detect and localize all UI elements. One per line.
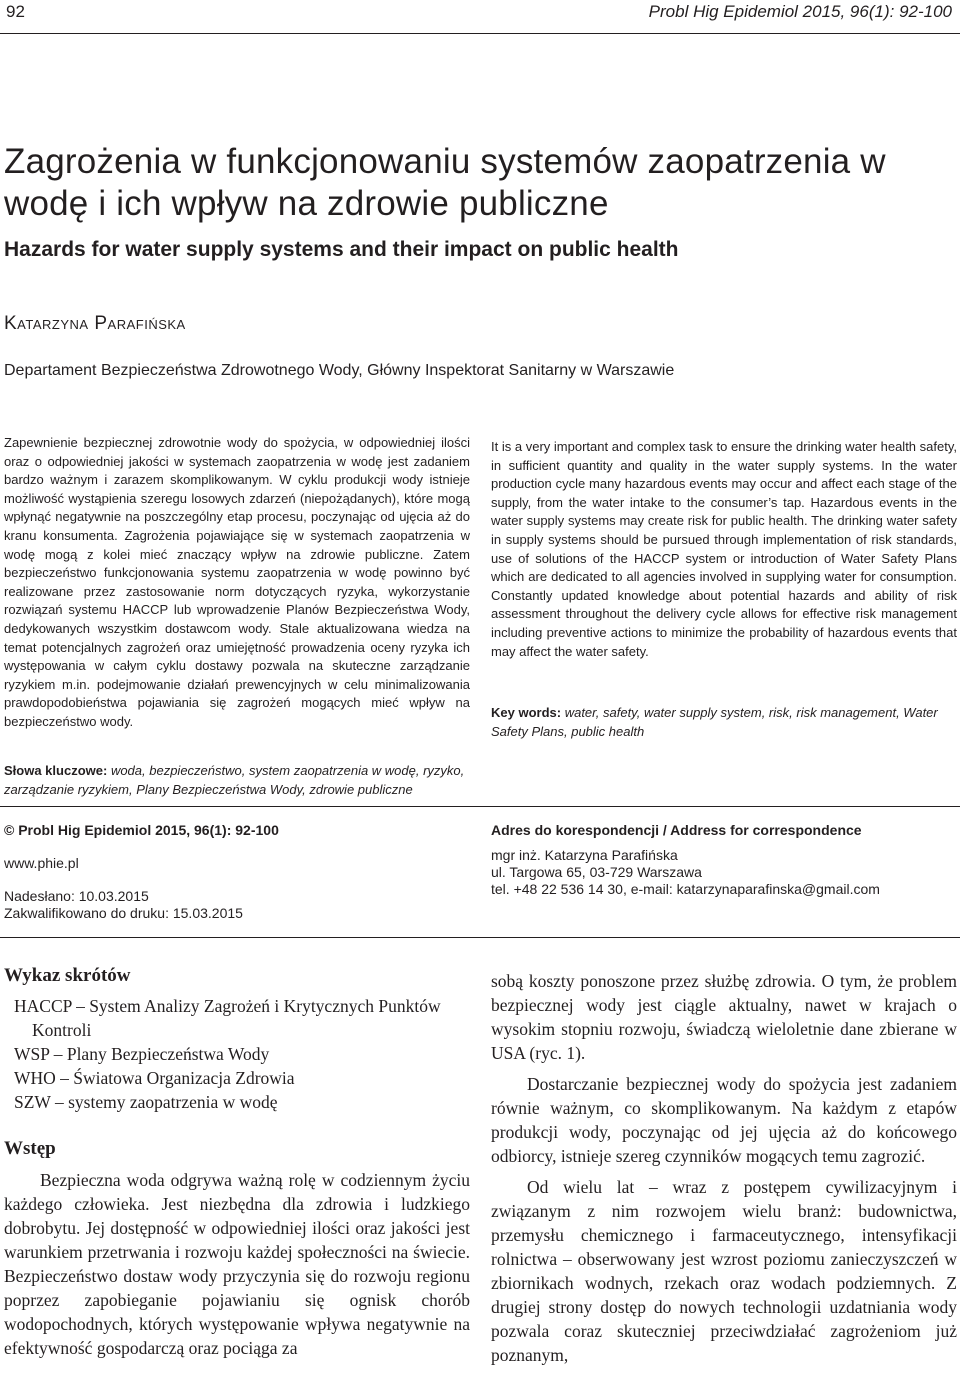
author-affiliation: Departament Bezpieczeństwa Zdrowotnego Wody, Główny Inspektorat Sanitarny w Warszawie: [4, 362, 675, 379]
keywords-english: [491, 704, 957, 741]
article-title-polish: Zagrożenia w funkcjonowaniu systemów zaopatrzenia w wodę i ich wpływ na zdrowie publiczne: [4, 142, 886, 223]
keywords-polish-text: woda, bezpieczeństwo, system zaopatrzenia w wodę, ryzyko, zarządzanie ryzykiem, Plany Bezpieczeństwa Wody, zdrowie publiczne: [4, 763, 465, 797]
introduction-heading: Wstęp: [4, 1138, 56, 1159]
abbreviation-item: HACCP – System Analizy Zagrożeń i Krytycznych Punktów Kontroli: [14, 996, 441, 1040]
abbreviation-item: WHO – Światowa Organizacja Zdrowia: [14, 1068, 295, 1088]
journal-reference: Probl Hig Epidemiol 2015, 96(1): 92-100: [648, 2, 952, 21]
journal-website-link[interactable]: www.phie.pl: [4, 855, 79, 871]
abbreviation-item: WSP – Plany Bezpieczeństwa Wody: [14, 1044, 270, 1064]
accepted-date: Zakwalifikowano do druku: 15.03.2015: [4, 905, 243, 921]
body-right-column: [491, 969, 957, 1367]
body-paragraph: Dostarczanie bezpiecznej wody do spożycia jest zadaniem równie ważnym, co skomplikowanym. Na każdym z etapów produkcji wody, poczynając od jej ujęcia aż do końcowego odbiorcy, istnieje szereg czynników mogących temu zagrozić.: [491, 1074, 957, 1166]
abstract-english: It is a very important and complex task to ensure the drinking water health safety, in sufficient quantity and quality in the water supply systems. In the water production cycle many hazardous events may occur and affect each stage of the supply, from the water intake to the consumer’s tap. Hazardous events in the water supply systems may create risk for public health. The drinking water safety in supply systems should be pursued through implementation of risk standards, use of solutions of the HACCP system or introduction of Water Safety Plans which are dedicated to all agencies involved in supplying water for consumption. Constantly updated knowledge about potential hazards and ability of risk assessment throughout the delivery cycle allows for effective risk management including preventive actions to minimize the probability of hazardous events that may affect the water safety.: [491, 439, 957, 659]
article-title-english: Hazards for water supply systems and their impact on public health: [4, 238, 679, 261]
author-name-text: Katarzyna Parafińska: [4, 313, 186, 334]
correspondence-street: ul. Targowa 65, 03-729 Warszawa: [491, 864, 702, 880]
body-paragraph: Od wielu lat – wraz z postępem cywilizacyjnym i związanym z nim rozwojem wielu branż: budownictwa, przemysłu chemicznego i farmaceutycznego, intensyfikacji rolnictwa – obserwowany jest wzrost poziomu zanieczyszczeń w zbiornikach wodnych, rzekach oraz wodach podziemnych. Z drugiej strony dostęp do nowych technologii uzdatniania wody pozwala coraz skuteczniej przeciwdziałać zagrożeniom już poznanym,: [491, 1177, 957, 1365]
keywords-polish-label: Słowa kluczowe:: [4, 763, 108, 778]
citation: © Probl Hig Epidemiol 2015, 96(1): 92-100: [4, 822, 279, 838]
correspondence-address: [491, 847, 880, 898]
correspondence-contact: tel. +48 22 536 14 30, e-mail: katarzynaparafinska@gmail.com: [491, 881, 880, 897]
abstract-divider: [0, 806, 960, 807]
keywords-english-label: Key words:: [491, 705, 562, 720]
keywords-english-text: water, safety, water supply system, risk, risk management, Water Safety Plans, public health: [491, 705, 938, 739]
author-name: [4, 313, 186, 335]
received-date: Nadesłano: 10.03.2015: [4, 888, 149, 904]
correspondence-name: mgr inż. Katarzyna Parafińska: [491, 847, 678, 863]
body-paragraph: sobą koszty ponoszone przez służbę zdrowia. O tym, że problem bezpiecznej wody jest ciągle aktualny, nawet w krajach o wysokim stopniu rozwoju, świadczą wieloletnie dane zbierane w USA (ryc. 1).: [491, 971, 957, 1063]
abbreviation-item: SZW – systemy zaopatrzenia w wodę: [14, 1092, 278, 1112]
body-divider: [0, 937, 960, 938]
submission-dates: [4, 888, 243, 922]
abbreviations-list: [14, 994, 494, 1114]
keywords-polish: [4, 762, 470, 799]
abbreviations-heading: Wykaz skrótów: [4, 965, 131, 986]
header-divider: [0, 33, 960, 34]
page-number: 92: [6, 2, 25, 21]
introduction-paragraph: Bezpieczna woda odgrywa ważną rolę w codziennym życiu każdego człowieka. Jest niezbędna dla zdrowia i ludzkiego dobrobytu. Jej dostępność w odpowiedniej ilości oraz jakości jest warunkiem przetrwania i rozwoju każdej społeczności na świecie. Bezpieczeństwo dostaw wody przyczynia się do rozwoju regionu poprzez zapobieganie pojawianiu się ognisk chorób wodopochodnych, których występowanie wpływa negatywnie na efektywność gospodarczą oraz pociąga za: [4, 1170, 470, 1358]
abstract-polish: Zapewnienie bezpiecznej zdrowotnie wody do spożycia, w odpowiedniej ilości oraz o odpowiedniej jakości w systemach zaopatrzenia w wodę jest zadaniem bardzo ważnym i zarazem skomplikowanym. W cyklu produkcji wody istnieje możliwość wystąpienia szeregu losowych zdarzeń (niepożądanych), które mogą wpłynąć negatywnie na poszczególny etap procesu, poczynając od ujęcia aż do kranu konsumenta. Zagrożenia pojawiające się w systemach zaopatrzenia w wodę mogą z kolei mieć znaczący wpływ na zdrowie publiczne. Zatem bezpieczeństwo funkcjonowania systemu zaopatrzenia w wodę powinno być realizowane przez zastosowanie norm dotyczących ryzyka, wykorzystanie rozwiązań systemu HACCP lub wprowadzenie Planów Bezpieczeństwa Wody, dedykowanych wszystkim dostawcom wody. Stale aktualizowana wiedza na temat potencjalnych zagrożeń oraz umiejętność prowadzenia oceny ryzyka ich występowania w całym cyklu dostawy pozwala na skuteczne zarządzanie ryzykiem m.in. podejmowanie działań prewencyjnych w celu minimalizowania prawdopodobieństwa pojawiania się zagrożeń mogących mieć wpływ na bezpieczeństwo wody.: [4, 435, 470, 729]
correspondence-heading: Adres do korespondencji / Address for correspondence: [491, 822, 862, 838]
